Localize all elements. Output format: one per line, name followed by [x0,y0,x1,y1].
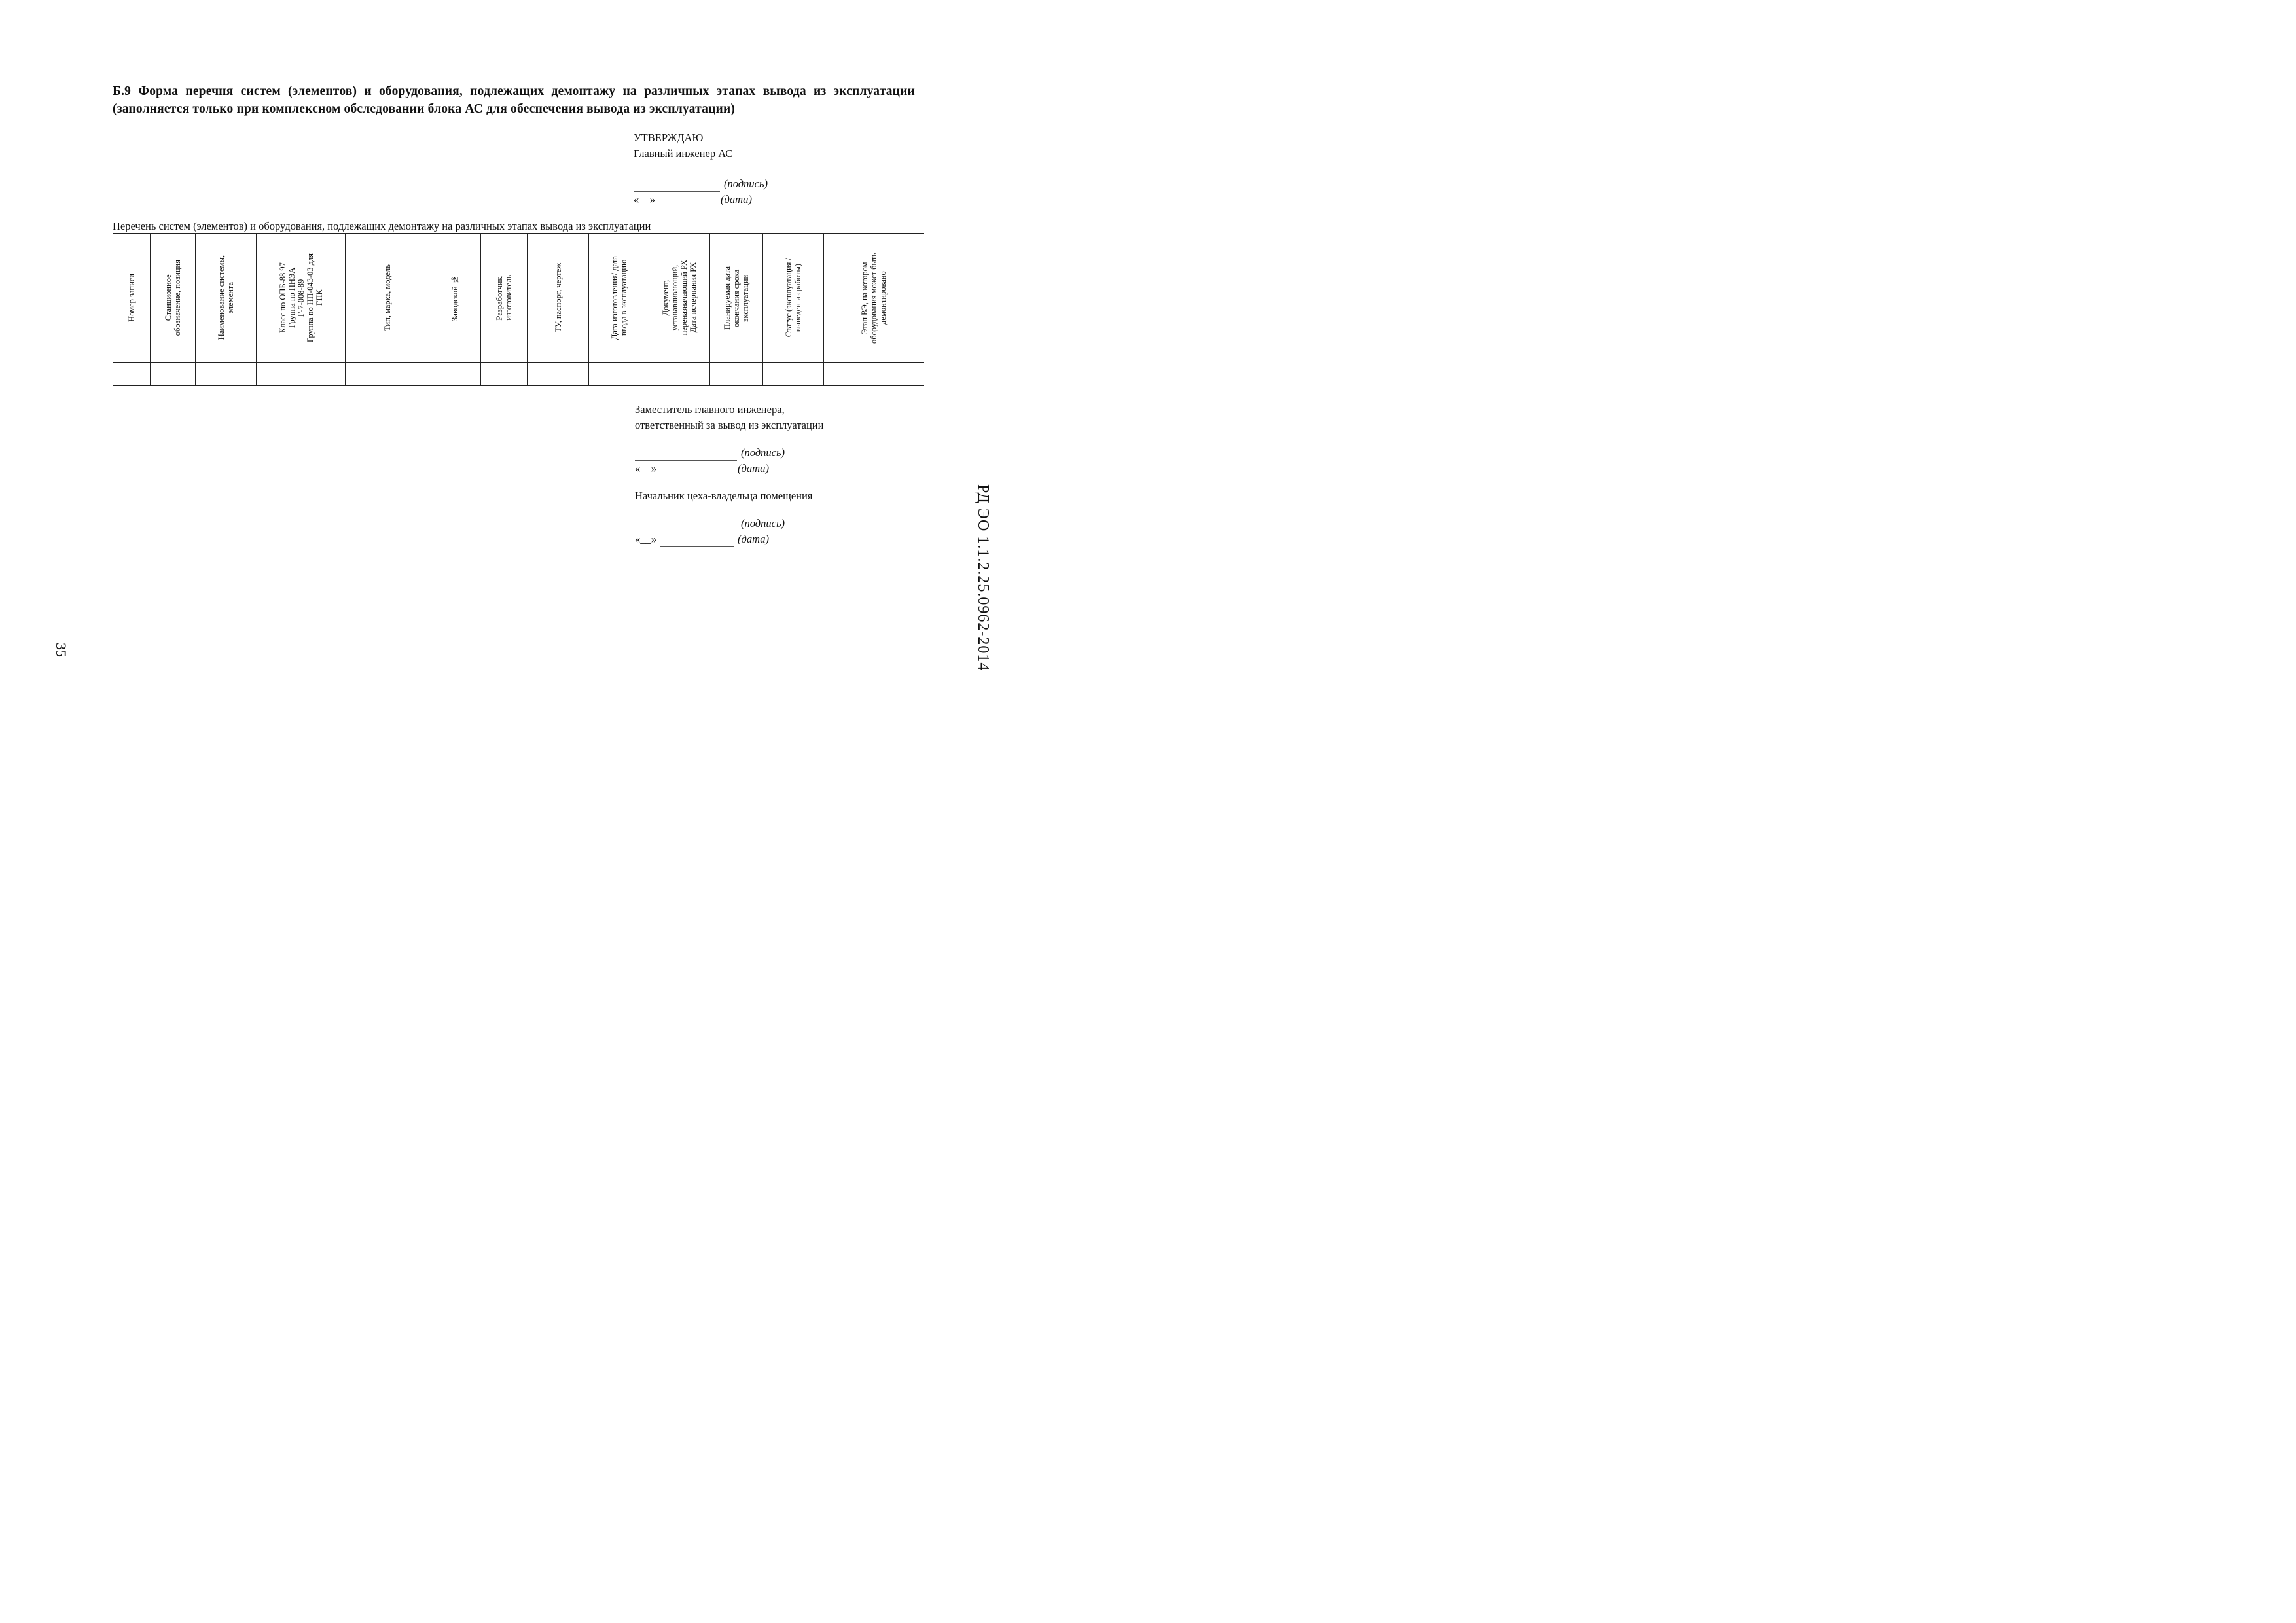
table-cell[interactable] [710,363,763,374]
header-cell: Класс по ОПБ-88 97 Группа по ПНЭА Г-7-008-89 Группа по НП-043-03 для ГПК [257,234,346,363]
date-quote: «__» [635,462,656,474]
deputy-title-line2: ответственный за вывод из эксплуатации [635,419,824,431]
table-cell[interactable] [429,374,481,386]
header-cell: Станционное обозначение, позиция [151,234,196,363]
table-cell[interactable] [528,363,589,374]
equipment-table [113,233,924,386]
shop-head-block [635,488,812,547]
table-cell[interactable] [589,363,649,374]
signature-blank [634,181,720,192]
shop-head-title: Начальник цеха-владельца помещения [635,490,813,502]
table-cell[interactable] [151,374,196,386]
date-blank [660,465,734,476]
table-cell[interactable] [649,374,710,386]
date-label: (дата) [721,193,752,205]
date-blank [660,536,734,547]
approval-role: Главный инженер АС [634,147,733,160]
approval-title: УТВЕРЖДАЮ [634,132,704,144]
date-quote: «__» [634,193,655,205]
header-cell: Документ, устанавливающий, переназначающий РХ Дата исчерпания РХ [649,234,710,363]
signature-label: (подпись) [741,446,785,459]
date-quote: «__» [635,533,656,545]
signature-blank [635,520,737,531]
header-cell: Заводской № [429,234,481,363]
signature-label: (подпись) [741,517,785,529]
table-cell[interactable] [196,363,257,374]
deputy-block [635,402,823,476]
table-cell[interactable] [710,374,763,386]
header-cell: Разработчик, изготовитель [481,234,528,363]
table-cell[interactable] [528,374,589,386]
table-cell[interactable] [763,374,824,386]
header-cell: Планируемая дата окончания срока эксплуатации [710,234,763,363]
table-cell[interactable] [649,363,710,374]
table-cell[interactable] [824,374,924,386]
header-cell: Дата изготовления/ дата ввода в эксплуатацию [589,234,649,363]
header-cell: Наименование системы, элемента [196,234,257,363]
deputy-date-line [635,461,823,476]
approval-signature-line [634,176,768,192]
header-cell: ТУ, паспорт, чертеж [528,234,589,363]
shop-head-date-line [635,531,812,547]
signature-label: (подпись) [724,177,768,190]
deputy-title-line1: Заместитель главного инженера, [635,403,785,416]
table-header-row [113,234,924,363]
date-label: (дата) [738,462,769,474]
header-cell: Этап ВЭ, на котором оборудования может быть демонтировано [824,234,924,363]
table-row [113,374,924,386]
header-cell: Номер записи [113,234,151,363]
table-cell[interactable] [257,363,346,374]
date-label: (дата) [738,533,769,545]
table-cell[interactable] [196,374,257,386]
header-cell: Тип, марка, модель [346,234,429,363]
signature-blank [635,450,737,461]
approval-block [634,130,768,207]
deputy-signature-line [635,445,823,461]
table-cell[interactable] [429,363,481,374]
table-cell[interactable] [481,363,528,374]
section-heading: Б.9 Форма перечня систем (элементов) и оборудования, подлежащих демонтажу на различных этапах вывода из эксплуатации (заполняется только при комплексном обследовании блока АС для обеспечения вывода из эксплуатации) [113,84,915,116]
header-cell: Статус (эксплуатация / выведен из работы) [763,234,824,363]
table-row [113,363,924,374]
date-blank [659,196,717,207]
document-code: РД ЭО 1.1.2.25.0962-2014 [975,484,992,671]
table-cell[interactable] [481,374,528,386]
table-cell[interactable] [257,374,346,386]
table-cell[interactable] [824,363,924,374]
table-cell[interactable] [151,363,196,374]
table-cell[interactable] [763,363,824,374]
shop-head-signature-line [635,516,812,531]
table-cell[interactable] [346,374,429,386]
table-cell[interactable] [113,374,151,386]
table-caption: Перечень систем (элементов) и оборудования, подлежащих демонтажу на различных этапах вывода из эксплуатации [113,220,651,232]
table-cell[interactable] [589,374,649,386]
table-cell[interactable] [113,363,151,374]
table-cell[interactable] [346,363,429,374]
page-number: 35 [53,643,69,657]
approval-date-line [634,192,768,207]
